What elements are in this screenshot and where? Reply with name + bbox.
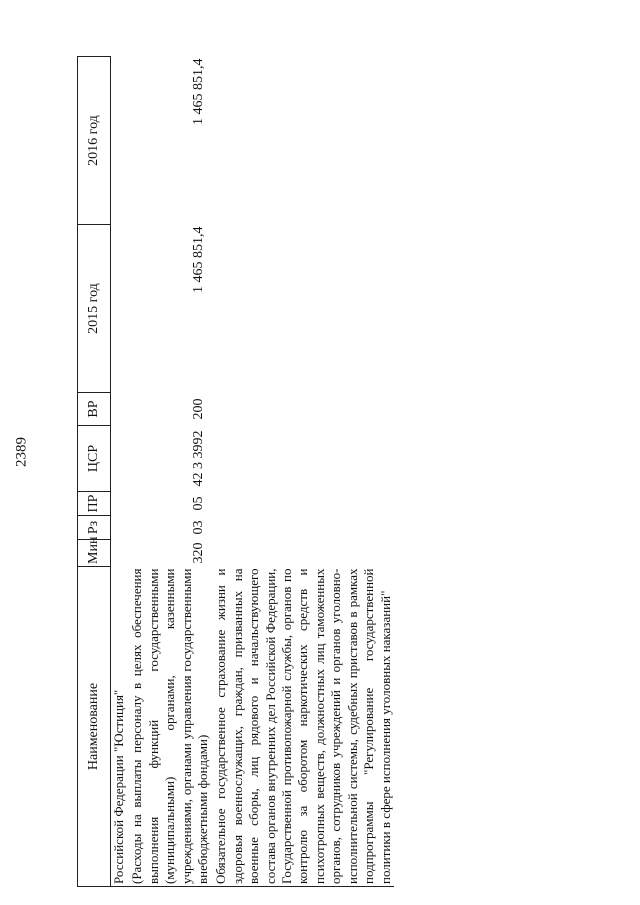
header-vr: ВР <box>78 393 111 426</box>
header-name: Наименование <box>78 567 111 887</box>
rotated-table-area <box>77 57 607 887</box>
header-rz: Рз <box>78 516 111 540</box>
row2-name: Обязательное государственное страхование жизни и здоровья военнослужащих, граждан, призванных на военные сборы, лиц рядового и начальствующего состава органов внутренних дел Российской Федерации, Государственной противопожарной службы, органов по контролю за оборотом наркотических средств и психотропных веществ, должностных лиц таможенных органов, сотрудников учреждений и органов уголовно-исполнительной системы, судебных приставов в рамках подпрограммы "Регулирование государственной политики в сфере исполнения уголовных наказаний" <box>213 567 393 887</box>
header-min: Мин <box>78 540 111 567</box>
row1-pr: 05 <box>191 496 207 511</box>
row1-name <box>111 567 214 887</box>
row1-csr: 42 3 3992 <box>191 430 207 487</box>
table-row <box>213 57 393 887</box>
row1-rz: 03 <box>191 520 207 535</box>
table-container <box>77 57 607 887</box>
row1-name-line2: (Расходы на выплаты персоналу в целях обеспечения выполнения функций государственными (муниципальными) органами, казенными учреждениями, органами управления государственными внебюджетными фондами) <box>129 568 211 884</box>
header-2015: 2015 год <box>78 225 111 393</box>
row1-2016: 1 465 851,4 <box>191 58 207 125</box>
row1-name-line1: Российской Федерации "Юстиция" <box>111 689 126 884</box>
page-number: 2389 <box>13 437 30 467</box>
header-csr: ЦСР <box>78 426 111 492</box>
row1-vr: 200 <box>191 398 207 420</box>
row1-2015: 1 465 851,4 <box>191 226 207 293</box>
header-2016: 2016 год <box>78 57 111 225</box>
budget-table <box>77 56 394 887</box>
table-row <box>111 57 214 887</box>
header-pr: ПР <box>78 492 111 516</box>
row1-min: 320 <box>191 542 207 564</box>
header-row <box>78 57 111 887</box>
